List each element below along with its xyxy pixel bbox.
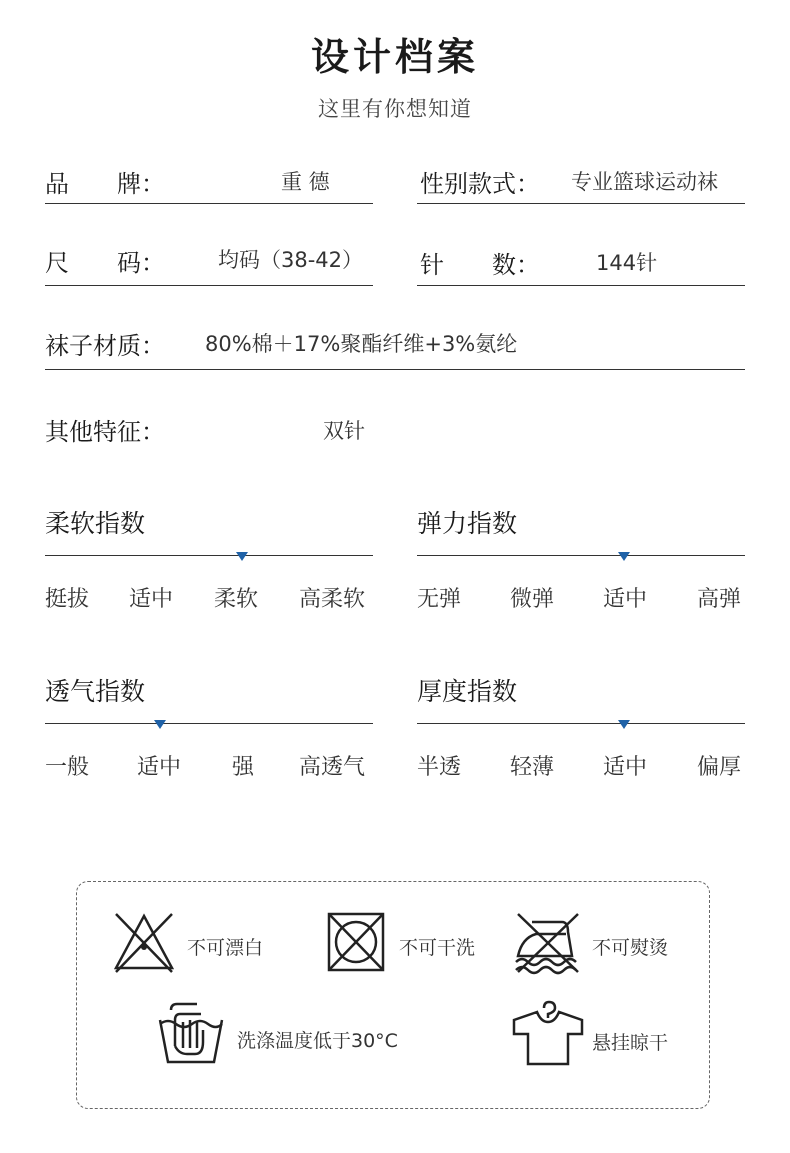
brand-label: 品 牌： (45, 170, 165, 198)
size-value: 均码（38-42） (218, 248, 364, 272)
thickness-tick: 半透 (417, 755, 462, 780)
no-bleach-icon (113, 912, 175, 974)
material-value: 80%棉＋17%聚酯纤维+3%氨纶 (205, 332, 518, 356)
divider (45, 285, 373, 286)
hand-wash-icon (157, 1000, 225, 1066)
breathability-index-title: 透气指数 (45, 677, 146, 706)
elasticity-tick: 适中 (603, 587, 648, 612)
softness-tick: 柔软 (214, 587, 259, 612)
needle-label: 针 数： (420, 251, 540, 279)
breathability-tick: 强 (232, 755, 255, 780)
divider (417, 285, 745, 286)
breathability-marker (154, 720, 166, 729)
other-features-label: 其他特征： (45, 418, 165, 446)
elasticity-tick: 微弹 (510, 587, 555, 612)
elasticity-tick: 无弹 (417, 587, 462, 612)
size-label: 尺 码： (45, 249, 165, 277)
divider (45, 369, 745, 370)
material-label: 袜子材质： (45, 332, 165, 360)
breathability-tick: 适中 (137, 755, 182, 780)
page-title: 设计档案 (310, 35, 479, 79)
breathability-tick: 一般 (45, 755, 90, 780)
divider (417, 203, 745, 204)
no-iron-icon (512, 912, 584, 974)
softness-index-title: 柔软指数 (45, 509, 146, 538)
elasticity-scale-line (417, 555, 745, 556)
breathability-scale-line (45, 723, 373, 724)
gender-style-label: 性别款式： (420, 170, 540, 198)
other-features-value: 双针 (323, 419, 365, 443)
brand-value: 重 德 (281, 170, 330, 194)
no-bleach-label: 不可漂白 (187, 937, 264, 959)
thickness-tick: 偏厚 (697, 755, 742, 780)
elasticity-index-title: 弹力指数 (417, 509, 518, 538)
softness-tick: 高柔软 (299, 587, 366, 612)
elasticity-tick: 高弹 (697, 587, 742, 612)
wash-temperature-label: 洗涤温度低于30°C (237, 1030, 398, 1052)
softness-marker (236, 552, 248, 561)
thickness-index-title: 厚度指数 (417, 677, 518, 706)
no-dry-clean-label: 不可干洗 (399, 937, 476, 959)
hang-dry-icon (511, 998, 585, 1066)
thickness-scale-line (417, 723, 745, 724)
softness-tick: 适中 (129, 587, 174, 612)
elasticity-marker (618, 552, 630, 561)
softness-scale-line (45, 555, 373, 556)
thickness-marker (618, 720, 630, 729)
needle-value: 144针 (596, 251, 658, 275)
no-iron-label: 不可熨烫 (592, 937, 669, 959)
hang-dry-label: 悬挂晾干 (592, 1032, 669, 1054)
breathability-tick: 高透气 (299, 755, 366, 780)
divider (45, 203, 373, 204)
gender-style-value: 专业篮球运动袜 (571, 170, 718, 194)
thickness-tick: 适中 (603, 755, 648, 780)
no-dry-clean-icon (327, 912, 385, 972)
thickness-tick: 轻薄 (510, 755, 555, 780)
softness-tick: 挺拔 (45, 587, 90, 612)
page-subtitle: 这里有你想知道 (318, 97, 472, 121)
